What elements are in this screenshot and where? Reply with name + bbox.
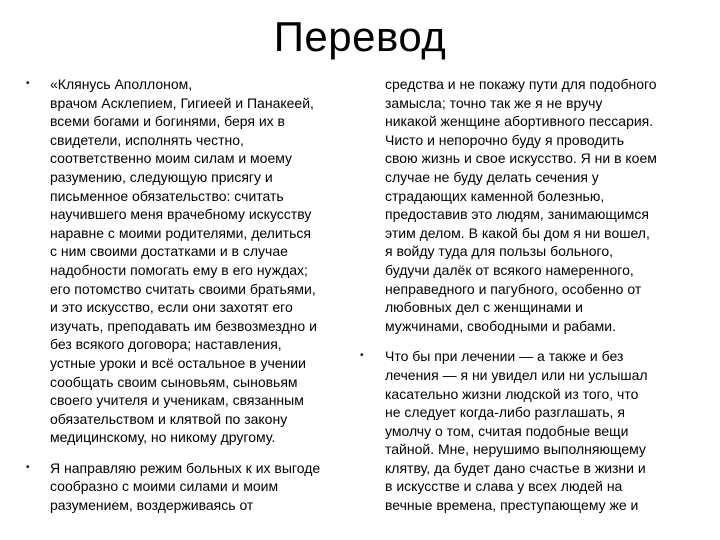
text-line: не следует когда-либо разглашать, я: [385, 404, 625, 421]
paragraph-lines: [385, 347, 720, 514]
text-line: свою жизнь и свое искусство. Я ни в коем: [385, 150, 657, 167]
text-line: врачом Асклепием, Гигиеей и Панакеей,: [50, 94, 314, 111]
slide-title: Перевод: [273, 13, 447, 60]
text-line: касательно жизни людской из того, что: [385, 385, 639, 402]
text-line: и это искусство, если они захотят его: [50, 299, 293, 316]
text-line: соответственно моим силам и моему: [50, 150, 293, 167]
text-line: Я направляю режим больных к их выгоде: [50, 459, 321, 476]
text-line: медицинскому, но никому другому.: [50, 429, 276, 446]
bullet-icon: •: [26, 78, 30, 89]
text-line: страдающих каменной болезнью,: [385, 187, 605, 204]
text-line: без всякого договора; наставления,: [50, 336, 282, 353]
text-line: всеми богами и богинями, беря их в: [50, 113, 285, 130]
text-line: мужчинами, свободными и рабами.: [385, 317, 616, 334]
text-line: в искусстве и слава у всех людей на: [385, 478, 623, 495]
text-line: средства и не покажу пути для подобного: [385, 76, 657, 92]
text-line: обязательством и клятвой по закону: [50, 410, 288, 427]
text-line: изучать, преподавать им безвозмездно и: [50, 317, 317, 334]
text-line: неправедного и пагубного, особенно от: [385, 280, 642, 297]
text-line: тайной. Мне, нерушимо выполняющему: [385, 441, 646, 458]
text-line: будучи далёк от всякого намеренного,: [385, 261, 634, 278]
text-line: вечные времена, преступающему же и: [385, 497, 639, 514]
text-line: сообщать своим сыновьям, сыновьям: [50, 373, 298, 390]
text-line: Чисто и непорочно буду я проводить: [385, 131, 625, 148]
text-line: случае не буду делать сечения у: [385, 168, 599, 185]
bullet-icon: •: [360, 350, 364, 362]
text-line: письменное обязательство: считать: [50, 187, 284, 204]
text-line: свидетели, исполнять честно,: [50, 131, 244, 148]
paragraph-lines: [50, 459, 365, 515]
text-line: «Клянусь Аполлоном,: [50, 76, 193, 92]
text-line: научившего меня врачебному искусству: [50, 206, 312, 223]
text-line: лечения — я ни увидел или ни услышал: [385, 366, 648, 383]
text-line: никакой женщине абортивного пессария.: [385, 113, 654, 130]
oath-paragraph-1: [0, 75, 365, 447]
left-column: [0, 75, 365, 527]
text-line: умолчу о том, считая подобные вещи: [385, 422, 629, 439]
text-line: клятву, да будет дано счастье в жизни и: [385, 459, 646, 476]
text-line: замысла; точно так же я не вручу: [385, 94, 603, 111]
text-line: разумением, воздерживаясь от: [50, 497, 254, 514]
oath-paragraph-2: [0, 459, 365, 515]
text-line: с ним своими достатками и в случае: [50, 243, 288, 260]
oath-paragraph-3: [360, 347, 720, 514]
text-line: предоставив это людям, занимающимся: [385, 206, 649, 223]
bullet-icon: •: [26, 461, 30, 473]
text-line: его потомство считать своими братьями,: [50, 280, 316, 297]
right-column: [360, 75, 720, 527]
text-line: сообразно с моими силами и моим: [50, 478, 279, 495]
text-line: любовных дел с женщинами и: [385, 299, 583, 316]
text-line: Что бы при лечении — а также и без: [385, 348, 624, 365]
paragraph-lines: [50, 75, 365, 447]
text-line: этим делом. В какой бы дом я ни вошел,: [385, 224, 650, 241]
text-line: надобности помогать ему в его нуждах;: [50, 261, 308, 278]
text-line: устные уроки и всё остальное в учении: [50, 354, 306, 371]
text-line: своего учителя и ученикам, связанным: [50, 392, 304, 409]
text-line: наравне с моими родителями, делиться: [50, 224, 311, 241]
text-line: я войду туда для пользы больного,: [385, 243, 614, 260]
oath-paragraph-2-continuation: [380, 75, 720, 335]
text-line: разумению, следующую присягу и: [50, 168, 273, 185]
